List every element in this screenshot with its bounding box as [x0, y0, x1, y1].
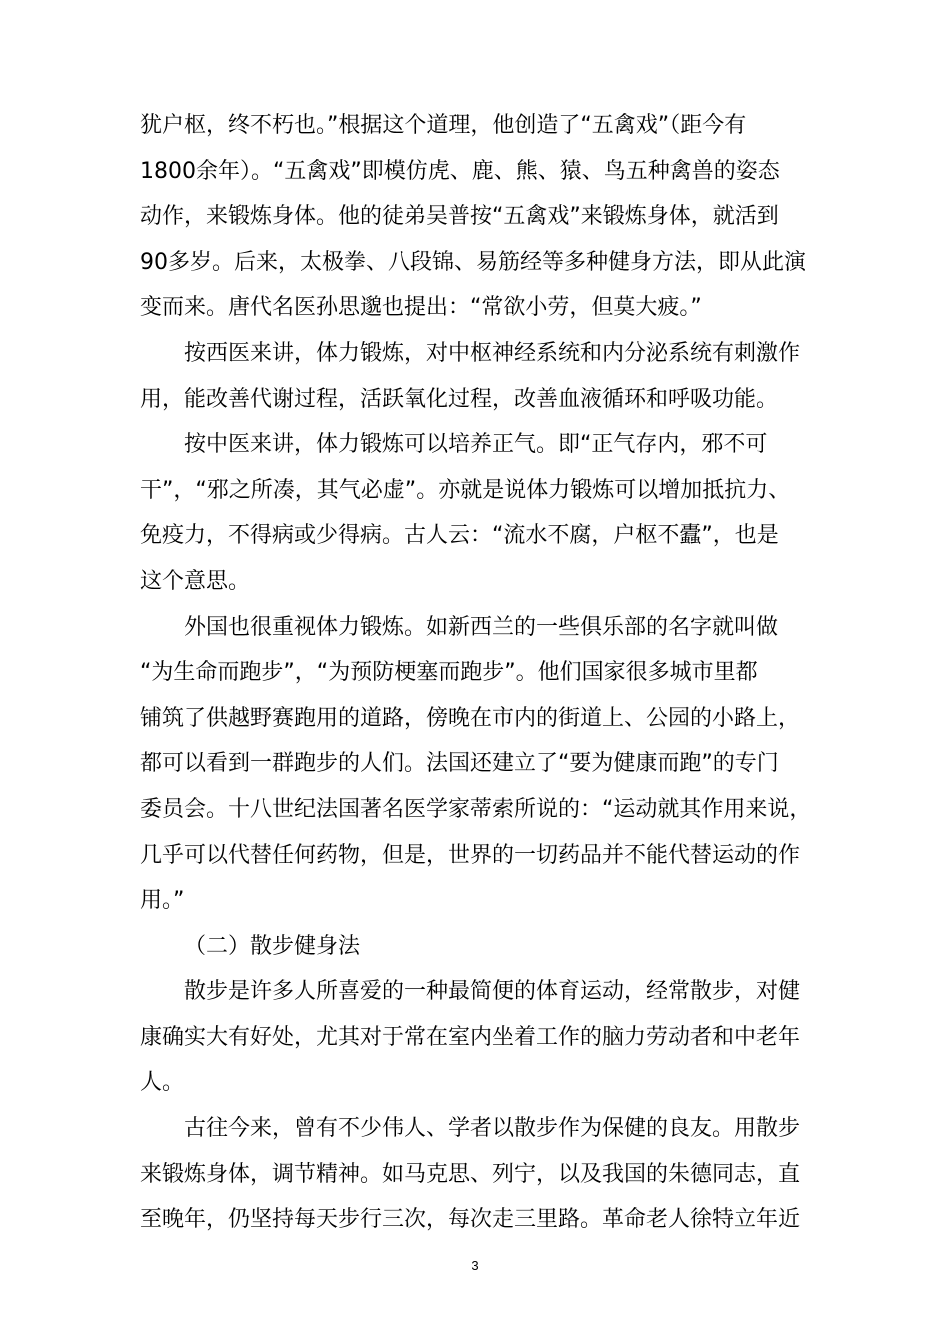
text-line: 都可以看到一群跑步的人们。法国还建立了“要为健康而跑”的专门	[140, 751, 779, 777]
text-line: 散步是许多人所喜爱的一种最简便的体育运动，经常散步，对健	[184, 979, 801, 1005]
text-line: 按中医来讲，体力锻炼可以培养正气。即“正气存内，邪不可	[184, 432, 768, 458]
text-line: 用，能改善代谢过程，活跃氧化过程，改善血液循环和呼吸功能。	[140, 386, 779, 412]
text-line: 1800余年）。“五禽戏”即模仿虎、鹿、熊、猿、鸟五种禽兽的姿态	[140, 158, 780, 184]
body-text	[140, 103, 830, 1243]
section-heading	[140, 924, 830, 970]
text-line: 古往今来，曾有不少伟人、学者以散步作为保健的良友。用散步	[184, 1116, 801, 1142]
page-number: 3	[471, 1258, 479, 1273]
paragraph-walking-history	[140, 1106, 830, 1243]
text-line: 来锻炼身体，调节精神。如马克思、列宁，以及我国的朱德同志，直	[140, 1161, 801, 1187]
paragraph-chinese-medicine	[140, 422, 830, 604]
text-line: 犹户枢，终不朽也。”根据这个道理，他创造了“五禽戏”（距今有	[140, 113, 747, 138]
paragraph-walking-intro	[140, 969, 830, 1106]
text-line: 变而来。唐代名医孙思邈也提出：“常欲小劳，但莫大疲。”	[140, 295, 702, 321]
text-line: 铺筑了供越野赛跑用的道路，傍晚在市内的街道上、公园的小路上，	[140, 705, 801, 731]
text-line: 外国也很重视体力锻炼。如新西兰的一些俱乐部的名字就叫做	[184, 614, 779, 640]
paragraph-wuqinxi	[140, 103, 830, 331]
text-line: 委员会。十八世纪法国著名医学家蒂索所说的：“运动就其作用来说，	[140, 796, 812, 822]
text-line: 几乎可以代替任何药物，但是，世界的一切药品并不能代替运动的作	[140, 842, 801, 868]
text-line: 用。”	[140, 888, 185, 914]
text-line: 90多岁。后来，太极拳、八段锦、易筋经等多种健身方法，即从此演	[140, 249, 806, 275]
text-line: 免疫力，不得病或少得病。古人云：“流水不腐，户枢不蠹”，也是	[140, 523, 779, 549]
text-line: 康确实大有好处，尤其对于常在室内坐着工作的脑力劳动者和中老年	[140, 1024, 801, 1050]
section-heading-text: （二）散步健身法	[184, 933, 361, 959]
text-line: 至晚年，仍坚持每天步行三次，每次走三里路。革命老人徐特立年近	[140, 1207, 801, 1233]
text-line: “为生命而跑步”，“为预防梗塞而跑步”。他们国家很多城市里都	[140, 660, 758, 686]
paragraph-western-medicine	[140, 331, 830, 422]
paragraph-foreign-countries	[140, 605, 830, 924]
text-line: 人。	[140, 1070, 185, 1096]
text-line: 动作，来锻炼身体。他的徒弟吴普按“五禽戏”来锻炼身体，就活到	[140, 204, 779, 230]
text-line: 按西医来讲，体力锻炼，对中枢神经系统和内分泌系统有刺激作	[184, 340, 801, 366]
text-line: 这个意思。	[140, 568, 251, 594]
text-line: 干”，“邪之所凑，其气必虚”。亦就是说体力锻炼可以增加抵抗力、	[140, 477, 791, 503]
